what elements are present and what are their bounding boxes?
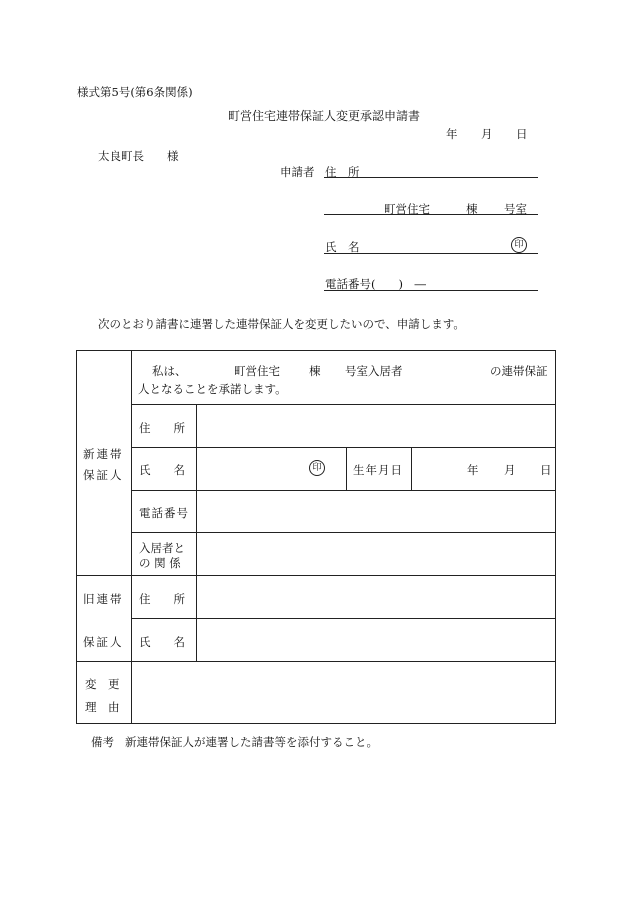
date-year-label: 年 <box>446 127 458 141</box>
birth-year-label: 年 <box>467 463 479 477</box>
new-guarantor-seal-icon: 印 <box>309 460 325 476</box>
consent-guarantee-label: の連帯保証 <box>490 364 548 378</box>
new-guarantor-label-line1: 新連帯 <box>83 447 124 461</box>
applicant-phone-field[interactable] <box>324 290 538 291</box>
old-address-field[interactable] <box>200 579 552 615</box>
addressee: 太良町長 様 <box>98 149 179 163</box>
page-title: 町営住宅連帯保証人変更承認申請書 <box>228 109 421 123</box>
consent-building-label: 棟 <box>309 364 321 378</box>
new-address-field[interactable] <box>200 408 552 444</box>
old-address-label: 住 所 <box>139 592 185 606</box>
new-phone-label: 電話番号 <box>139 506 189 520</box>
consent-room-label: 号室入居者 <box>345 364 403 378</box>
applicant-name-label: 氏 名 <box>325 240 360 254</box>
relation-label-line1: 入居者と <box>139 541 185 555</box>
consent-second-line: 人となることを承諾します。 <box>138 382 287 396</box>
applicant-label: 申請者 <box>280 165 315 179</box>
applicant-housing-label: 町営住宅 <box>384 202 430 216</box>
remarks-label: 備考 <box>91 735 114 749</box>
new-address-label: 住 所 <box>139 421 185 435</box>
relation-label-line2: の 関 係 <box>139 556 181 570</box>
old-guarantor-label-line2: 保証人 <box>83 635 124 649</box>
relation-field[interactable] <box>200 536 552 572</box>
new-name-label: 氏 名 <box>139 463 185 477</box>
applicant-seal-icon: 印 <box>511 237 527 253</box>
new-phone-field[interactable] <box>200 494 552 529</box>
remarks-text: 新連帯保証人が連署した請書等を添付すること。 <box>125 735 378 749</box>
birth-day-label: 日 <box>540 463 552 477</box>
applicant-room-label: 号室 <box>504 202 527 216</box>
date-day-label: 日 <box>516 127 528 141</box>
birth-month-label: 月 <box>504 463 516 477</box>
applicant-building-label: 棟 <box>466 202 478 216</box>
applicant-address-label: 住 所 <box>325 165 360 179</box>
old-name-label: 氏 名 <box>139 635 185 649</box>
applicant-housing-field[interactable] <box>324 214 538 215</box>
reason-label-line1: 変 更 <box>85 677 120 691</box>
applicant-name-field[interactable] <box>324 253 538 254</box>
old-guarantor-label-line1: 旧連帯 <box>83 592 124 606</box>
intro-sentence: 次のとおり請書に連署した連帯保証人を変更したいので、申請します。 <box>98 317 465 331</box>
reason-label-line2: 理 由 <box>85 700 120 714</box>
reason-field[interactable] <box>135 665 552 720</box>
date-month-label: 月 <box>481 127 493 141</box>
birthdate-label: 生年月日 <box>353 463 403 477</box>
old-name-field[interactable] <box>200 622 552 658</box>
applicant-phone-label: 電話番号( ) ― <box>325 277 426 291</box>
consent-housing-label: 町営住宅 <box>234 364 280 378</box>
new-guarantor-label-line2: 保証人 <box>83 468 124 482</box>
form-number: 様式第5号(第6条関係) <box>77 85 193 99</box>
consent-intro: 私は、 <box>152 364 187 378</box>
applicant-address-field[interactable] <box>324 177 538 178</box>
